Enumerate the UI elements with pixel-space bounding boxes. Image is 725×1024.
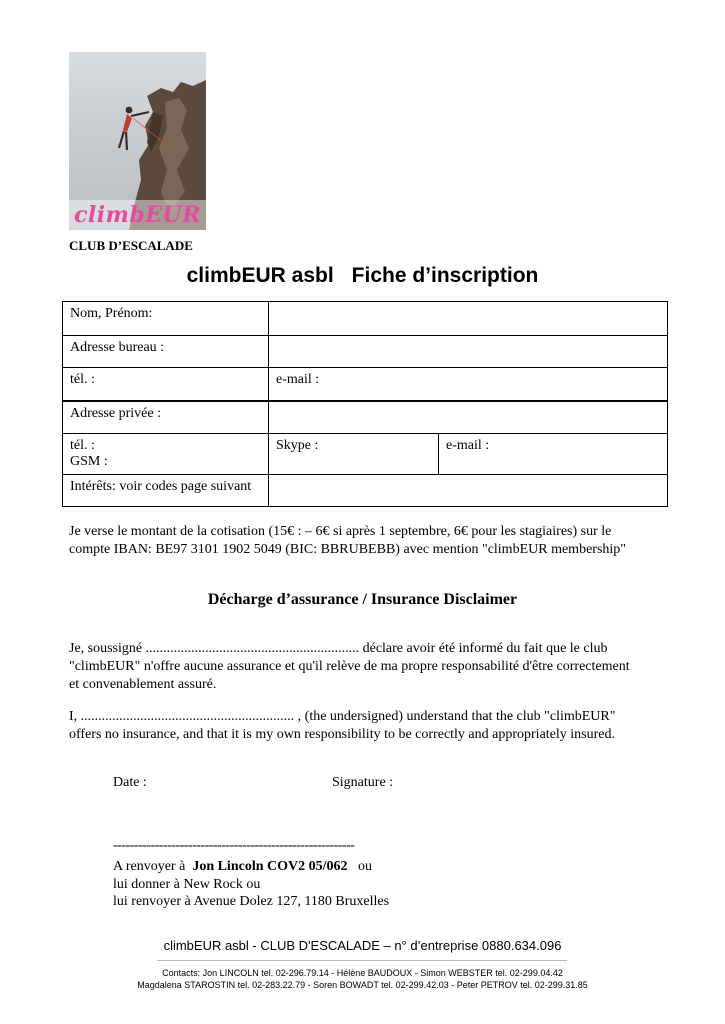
tel2-label: tél. : [70,438,95,453]
private-address-label: Adresse privée : [63,401,269,434]
return-contact: Jon Lincoln COV2 05/062 [192,859,348,874]
climber-head-icon [126,107,133,114]
private-address-field[interactable] [269,401,668,434]
return-suffix: ou [347,859,373,874]
payment-paragraph [69,523,669,559]
email2-label: e-mail : [446,438,490,453]
footer-divider [157,960,567,961]
registration-form [62,301,668,507]
tel-field[interactable] [63,368,269,402]
page-title [0,264,725,288]
email-label: e-mail : [276,372,320,387]
email-field[interactable] [269,368,668,402]
footer-contacts-2: Magdalena STAROSTIN tel. 02-283.22.79 - Soren BOWADT tel. 02-299.42.03 - Peter PETROV tel. 02-299.31.85 [137,980,588,990]
disclaimer-line: "climbEUR" n'offre aucune assurance et qu'il relève de ma propre responsabilité d'être correctement [69,659,630,674]
office-address-field[interactable] [269,336,668,368]
date-label: Date : [113,775,147,790]
name-label: Nom, Prénom: [63,302,269,336]
form-row-name [63,302,668,336]
tel-gsm-field[interactable] [63,434,269,475]
interests-field[interactable] [269,475,668,507]
separator-dashes: ---------------------------------------------------------- [113,838,355,853]
return-line-3: lui renvoyer à Avenue Dolez 127, 1180 Bruxelles [113,894,390,909]
disclaimer-line: et convenablement assuré. [69,677,217,692]
disclaimer-english [69,708,669,744]
interests-label: Intérêts: voir codes page suivant [63,475,269,507]
club-logo [69,52,206,230]
office-address-label: Adresse bureau : [63,336,269,368]
footer-org: climbEUR asbl - CLUB D'ESCALADE – n° d’entreprise 0880.634.096 [163,938,562,953]
club-label: CLUB D’ESCALADE [69,238,193,253]
form-row-office-address [63,336,668,368]
return-line-2: lui donner à New Rock ou [113,877,261,892]
return-prefix: A renvoyer à [113,859,193,874]
logo-text: climbEUR [73,202,201,228]
signature-label: Signature : [332,775,394,790]
skype-field[interactable] [269,434,439,475]
return-line-1 [113,858,372,876]
footer-contacts-1: Contacts: Jon LINCOLN tel. 02-296.79.14 - Hélène BAUDOUX - Simon WEBSTER tel. 02-299.04.42 [162,968,563,978]
form-row-interests [63,475,668,507]
disclaimer-heading: Décharge d’assurance / Insurance Disclaimer [207,591,518,608]
disclaimer-line: I, ............................................................. , (the undersigned) understand that the club "climbEUR" [69,709,616,724]
tel-label: tél. : [70,372,95,387]
gsm-label: GSM : [70,454,108,469]
form-row-private-contact [63,434,668,475]
payment-line: Je verse le montant de la cotisation (15€ : – 6€ si après 1 septembre, 6€ pour les stagiaires) sur le [69,524,612,539]
name-field[interactable] [269,302,668,336]
disclaimer-french [69,640,669,694]
title-form: Fiche d’inscription [351,264,539,287]
disclaimer-line: Je, soussigné ............................................................. déclare avoir été informé du fait que le club [69,641,608,656]
email2-field[interactable] [439,434,668,475]
title-org: climbEUR asbl [186,264,334,287]
payment-line: compte IBAN: BE97 3101 1902 5049 (BIC: BBRUBEBB) avec mention "climbEUR membership" [69,542,626,557]
form-row-contact [63,368,668,402]
skype-label: Skype : [276,438,319,453]
form-row-private-address [63,401,668,434]
disclaimer-line: offers no insurance, and that it is my own responsibility to be correctly and appropriately insured. [69,727,615,742]
